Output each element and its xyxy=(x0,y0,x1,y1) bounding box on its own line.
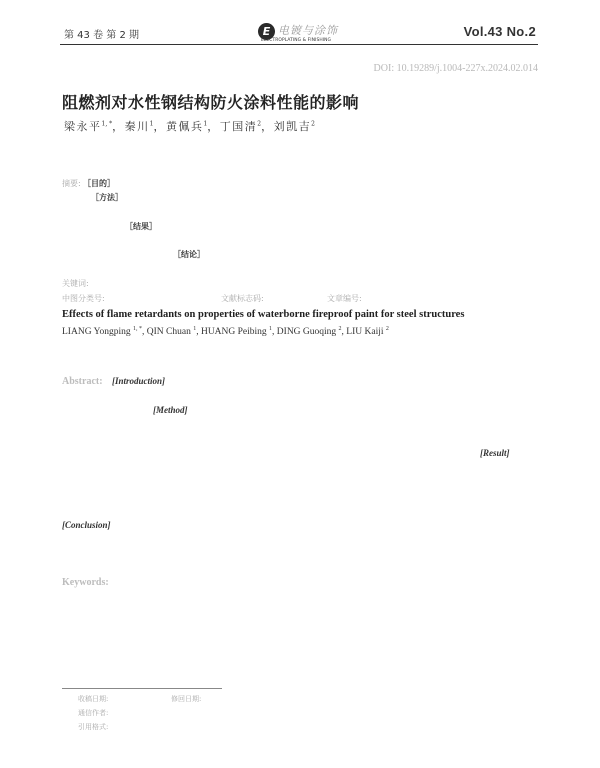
author-name: LIU Kaiji xyxy=(346,327,384,338)
chinese-conclusion-heading: ［结论］ xyxy=(173,250,205,259)
journal-volume: Vol.43 No.2 xyxy=(463,24,536,39)
author-affiliation: 1 xyxy=(203,120,208,128)
english-authors: LIANG Yongping $^{1, *}$, QIN Chuan $^1$, HUANG Peibing $^1$, DING Guoqing $^2$, LIU Kaiji $^2$ xyxy=(62,326,389,338)
doi[interactable]: DOI: 10.19289/j.1004-227x.2024.02.014 xyxy=(373,63,538,74)
journal-logo xyxy=(258,22,340,46)
revised-date-label: 修回日期: xyxy=(171,695,202,703)
document-code-label: 文献标志码: xyxy=(221,294,264,303)
article-id-label: 文章编号: xyxy=(327,294,362,303)
header-rule xyxy=(60,44,538,45)
english-introduction-heading: [Introduction] xyxy=(112,376,166,386)
author-affiliation: 2 xyxy=(338,326,342,332)
citation-format-label: 引用格式: xyxy=(78,723,109,731)
logo-mark-icon: E xyxy=(258,23,275,40)
english-title: Effects of flame retardants on properties of waterborne fireproof paint for steel structures xyxy=(62,309,465,320)
author-affiliation: 1 xyxy=(149,120,154,128)
english-conclusion-heading: [Conclusion] xyxy=(62,520,111,530)
english-abstract-label: Abstract: xyxy=(62,376,103,387)
english-result-heading: [Result] xyxy=(480,448,510,458)
received-date-label: 收稿日期: xyxy=(78,695,109,703)
author-name: 秦川 xyxy=(124,120,150,133)
logo-chinese-name: 电镀与涂饰 xyxy=(278,24,338,37)
author-name: 丁国清 xyxy=(219,120,258,133)
author-name: DING Guoqing xyxy=(276,327,337,338)
author-name: 刘凯吉 xyxy=(273,120,312,133)
logo-english-name: ELECTROPLATING & FINISHING xyxy=(261,38,332,43)
author-affiliation: 2 xyxy=(311,120,315,128)
chinese-authors: 梁永平$^{1, *}$，秦川$^1$，黄佩兵$^1$，丁国清$^2$，刘凯吉$^2$ xyxy=(64,120,315,133)
author-affiliation: 1 xyxy=(269,326,273,332)
author-affiliation: 1 xyxy=(193,326,197,332)
clc-number-label: 中图分类号: xyxy=(62,294,105,303)
chinese-result-heading: ［结果］ xyxy=(125,222,157,231)
author-name: QIN Chuan xyxy=(146,327,191,338)
author-name: 黄佩兵 xyxy=(165,120,204,133)
chinese-title: 阻燃剂对水性钢结构防火涂料性能的影响 xyxy=(62,93,360,112)
footnote-rule xyxy=(62,688,222,689)
author-name: HUANG Peibing xyxy=(200,327,267,338)
journal-issue: 第 43 卷 第 2 期 xyxy=(64,30,139,41)
chinese-purpose-heading: ［目的］ xyxy=(83,179,115,188)
author-affiliation: 1, * xyxy=(133,326,142,332)
author-name: LIANG Yongping xyxy=(62,327,131,338)
english-keywords-label: Keywords: xyxy=(62,577,109,588)
chinese-abstract-label: 摘要: xyxy=(62,179,81,188)
author-affiliation: 2 xyxy=(257,120,262,128)
author-affiliation: 2 xyxy=(385,326,389,332)
english-method-heading: [Method] xyxy=(153,405,188,415)
corresponding-author-label: 通信作者: xyxy=(78,709,109,717)
chinese-method-heading: ［方法］ xyxy=(91,193,123,202)
chinese-keywords-label: 关键词: xyxy=(62,279,89,288)
author-name: 梁永平 xyxy=(64,120,102,133)
author-affiliation: 1, * xyxy=(101,120,113,128)
